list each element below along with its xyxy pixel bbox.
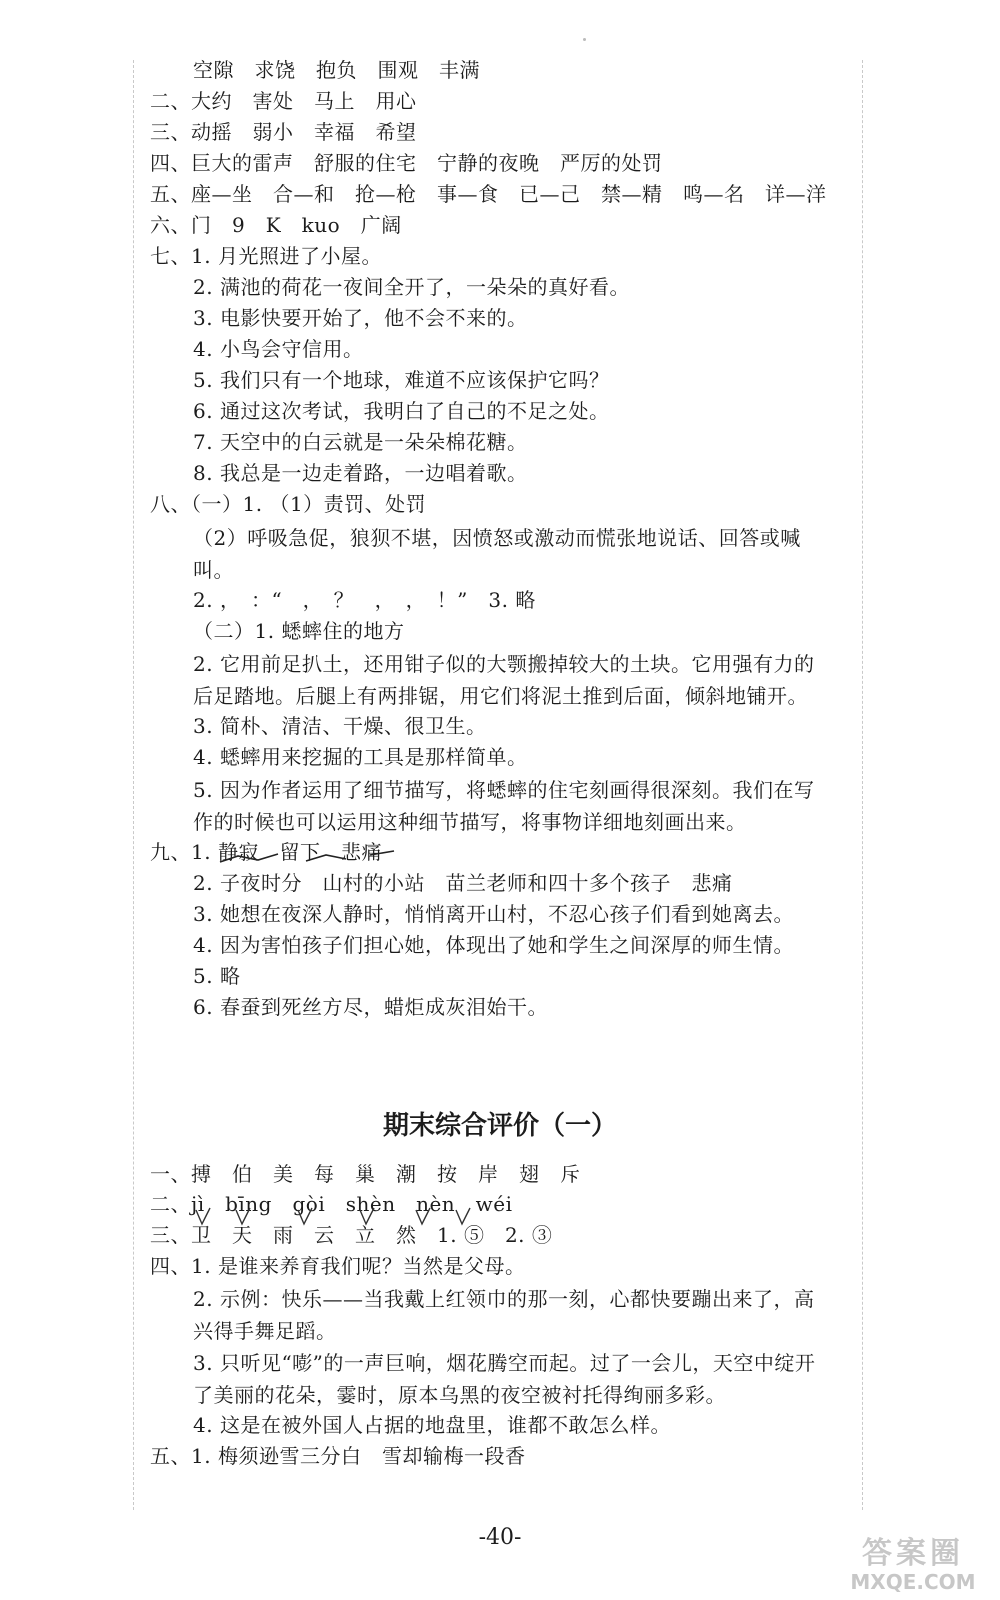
answer-line: 2. 满池的荷花一夜间全开了，一朵朵的真好看。	[193, 275, 630, 299]
answer-line: 5. 因为作者运用了细节描写，将蟋蟀的住宅刻画得很深刻。我们在写作的时候也可以运用这种细节描写，将事物详细地刻画出来。	[193, 778, 815, 834]
watermark-text: 答案圈	[862, 1536, 964, 1571]
answer-line: 三、卫 天 雨 云 立 然 1. ⑤ 2. ③	[150, 1223, 553, 1247]
answer-line: 4. 蟋蟀用来挖掘的工具是那样简单。	[193, 745, 528, 769]
right-margin-rule	[862, 60, 863, 1510]
answer-line: 三、动摇 弱小 幸福 希望	[150, 120, 417, 144]
answer-line: 6. 春蚕到死丝方尽，蜡炬成灰泪始干。	[193, 995, 548, 1019]
answer-line: （2）呼吸急促，狼狈不堪，因愤怒或激动而慌张地说话、回答或喊叫。	[193, 526, 801, 582]
answer-line: 六、门 9 K kuo 广阔	[150, 213, 402, 237]
answer-line: 二、jì bīng gòi shèn nèn wéi	[150, 1192, 513, 1216]
answer-line: 2. 示例：快乐——当我戴上红领巾的那一刻，心都快要蹦出来了，高兴得手舞足蹈。	[193, 1287, 815, 1343]
answer-line: 3. 电影快要开始了，他不会不来的。	[193, 306, 528, 330]
answer-line: 2. 子夜时分 山村的小站 苗兰老师和四十多个孩子 悲痛	[193, 871, 733, 895]
answer-line: 5. 略	[193, 964, 241, 988]
section-title: 期末综合评价（一）	[382, 1111, 617, 1141]
answer-line: 五、1. 梅须逊雪三分白 雪却输梅一段香	[150, 1444, 526, 1468]
answer-line: 2. ， ：“ ， ？ ， ， ！” 3. 略	[193, 588, 536, 612]
answer-line: 3. 她想在夜深人静时，悄悄离开山村，不忍心孩子们看到她离去。	[193, 902, 794, 926]
answer-line: 五、座—坐 合—和 抢—枪 事—食 已—己 禁—精 鸣—名 详—洋	[150, 182, 827, 206]
left-margin-rule	[133, 60, 134, 1510]
answer-line: 4. 这是在被外国人占据的地盘里，谁都不敢怎么样。	[193, 1413, 671, 1437]
answer-line: 一、搏 伯 美 每 巢 潮 按 岸 翅 斥	[150, 1162, 581, 1186]
answer-line: 6. 通过这次考试，我明白了自己的不足之处。	[193, 399, 610, 423]
answer-line: 3. 简朴、清洁、干燥、很卫生。	[193, 714, 487, 738]
answer-line: 四、1. 是谁来养育我们呢？当然是父母。	[150, 1254, 526, 1278]
watermark-logo	[838, 1528, 988, 1596]
answer-line: 空隙 求饶 抱负 围观 丰满	[193, 58, 480, 82]
answer-line: 九、1. 静寂 留下 悲痛	[150, 840, 382, 864]
answer-line: 七、1. 月光照进了小屋。	[150, 244, 382, 268]
answer-line: 八、（一）1. （1）责罚、处罚	[150, 492, 427, 516]
page-number: -40-	[478, 1525, 522, 1550]
answer-line: （二）1. 蟋蟀住的地方	[193, 619, 405, 643]
answer-line: 5. 我们只有一个地球，难道不应该保护它吗？	[193, 368, 610, 392]
answer-line: 2. 它用前足扒土，还用钳子似的大颚搬掉较大的土块。它用强有力的后足踏地。后腿上有两排锯，用它们将泥土推到后面，倾斜地铺开。	[193, 652, 815, 708]
watermark-url: MXQE.COM	[850, 1570, 976, 1594]
answer-line: 3. 只听见“嘭”的一声巨响，烟花腾空而起。过了一会儿，天空中绽开了美丽的花朵，霎时，原本乌黑的夜空被衬托得绚丽多彩。	[193, 1351, 816, 1407]
answer-line: 4. 小鸟会守信用。	[193, 337, 364, 361]
answer-line: 7. 天空中的白云就是一朵朵棉花糖。	[193, 430, 528, 454]
scan-speck	[583, 38, 586, 41]
answer-line: 二、大约 害处 马上 用心	[150, 89, 417, 113]
answer-line: 4. 因为害怕孩子们担心她，体现出了她和学生之间深厚的师生情。	[193, 933, 794, 957]
answer-line: 8. 我总是一边走着路，一边唱着歌。	[193, 461, 528, 485]
answer-line: 四、巨大的雷声 舒服的住宅 宁静的夜晚 严厉的处罚	[150, 151, 663, 175]
